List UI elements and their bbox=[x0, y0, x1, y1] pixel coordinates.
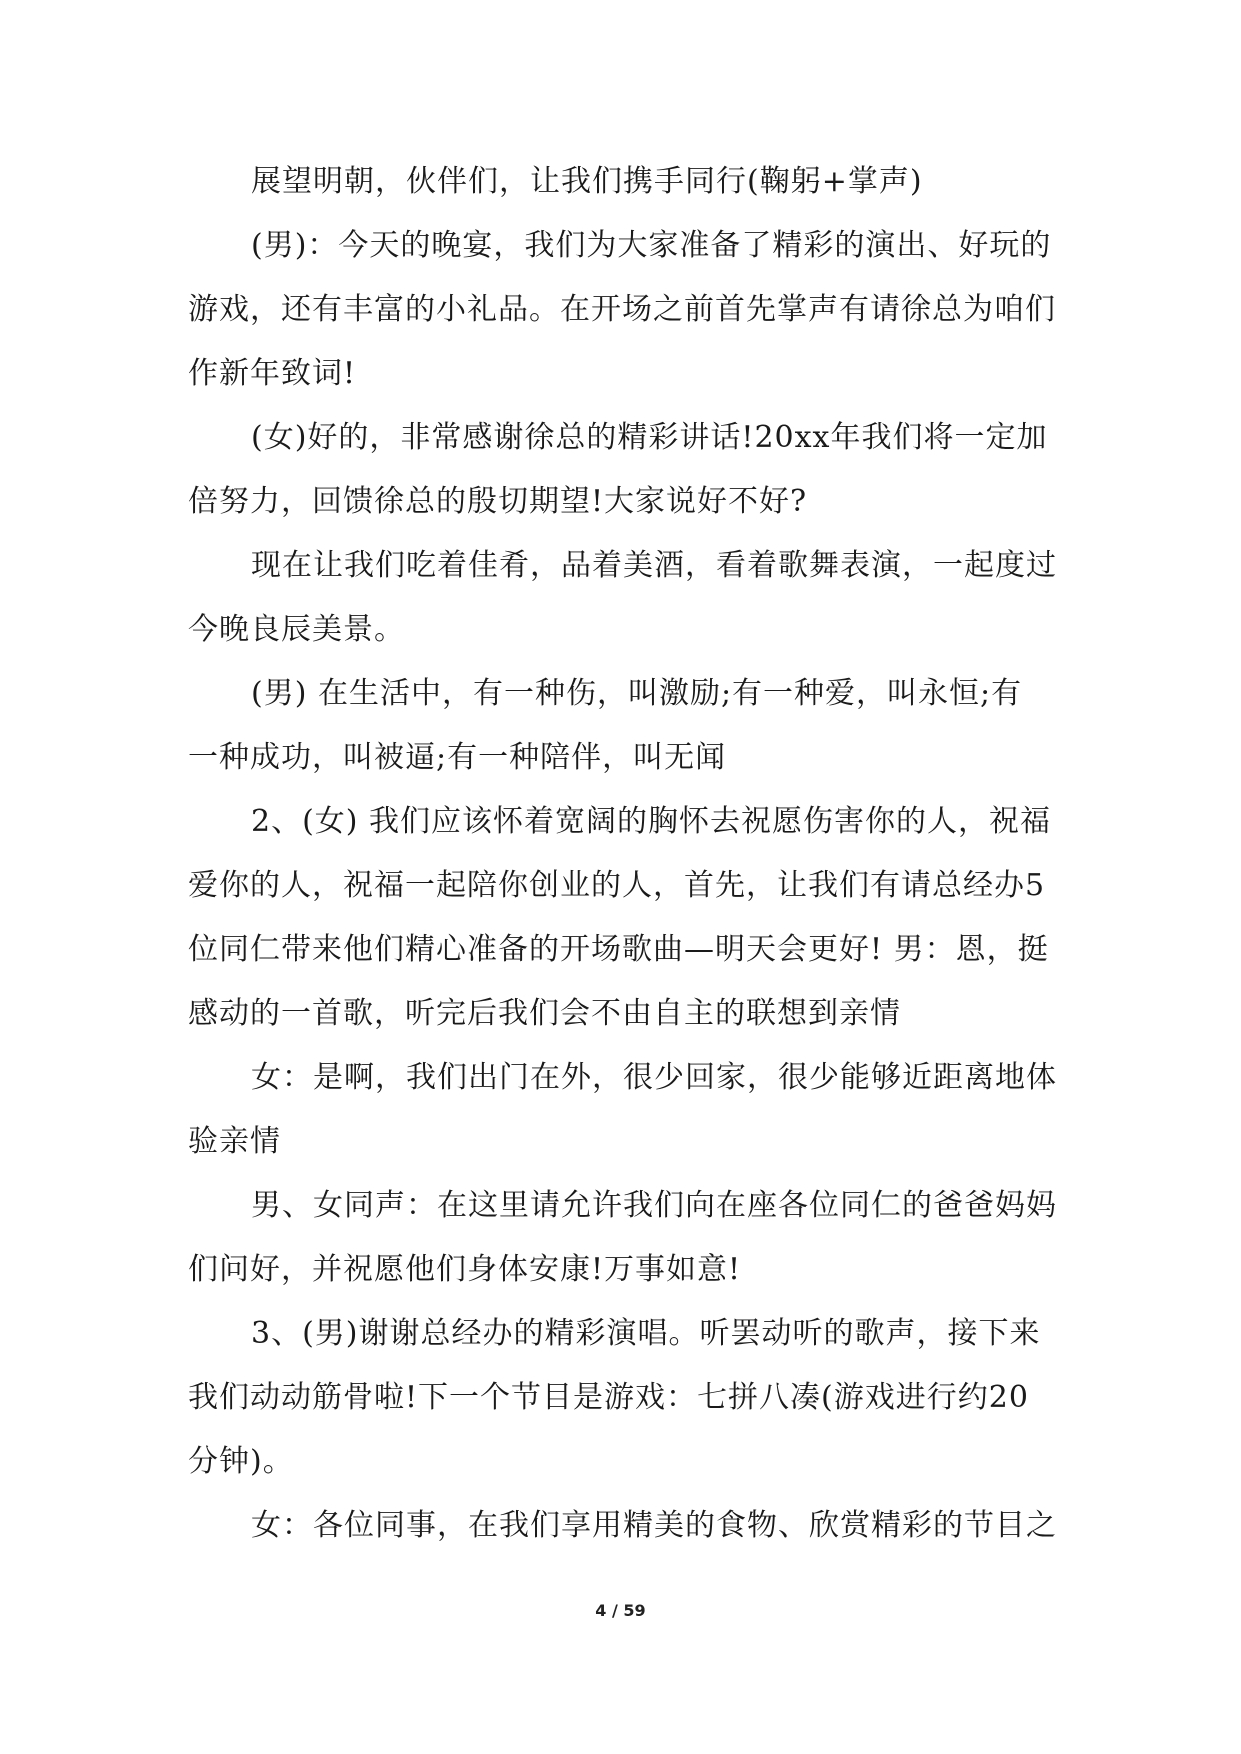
text-line: 我们动动筋骨啦!下一个节目是游戏：七拼八凑(游戏进行约20 bbox=[188, 1380, 1029, 1415]
text-line: 们问好，并祝愿他们身体安康!万事如意! bbox=[188, 1252, 742, 1287]
text-line: (男) 在生活中，有一种伤，叫激励;有一种爱，叫永恒;有 bbox=[251, 676, 1023, 711]
text-line: (女)好的，非常感谢徐总的精彩讲话!20xx年我们将一定加 bbox=[251, 420, 1048, 455]
text-line: 展望明朝，伙伴们，让我们携手同行(鞠躬+掌声) bbox=[251, 164, 923, 199]
text-line: (男)：今天的晚宴，我们为大家准备了精彩的演出、好玩的 bbox=[251, 228, 1052, 263]
text-line: 倍努力，回馈徐总的殷切期望!大家说好不好? bbox=[188, 484, 808, 519]
text-line: 爱你的人，祝福一起陪你创业的人，首先，让我们有请总经办5 bbox=[188, 868, 1046, 903]
text-line: 今晚良辰美景。 bbox=[188, 612, 405, 647]
text-line: 位同仁带来他们精心准备的开场歌曲—明天会更好! 男：恩，挺 bbox=[188, 932, 1049, 967]
text-line: 3、(男)谢谢总经办的精彩演唱。听罢动听的歌声，接下来 bbox=[251, 1316, 1041, 1351]
text-line: 女：是啊，我们出门在外，很少回家，很少能够近距离地体 bbox=[251, 1060, 1057, 1095]
text-line: 2、(女) 我们应该怀着宽阔的胸怀去祝愿伤害你的人，祝福 bbox=[251, 804, 1052, 839]
text-line: 男、女同声：在这里请允许我们向在座各位同仁的爸爸妈妈 bbox=[251, 1188, 1057, 1223]
text-line: 女：各位同事，在我们享用精美的食物、欣赏精彩的节目之 bbox=[251, 1508, 1057, 1543]
text-line: 验亲情 bbox=[188, 1124, 281, 1159]
text-line: 一种成功，叫被逼;有一种陪伴，叫无闻 bbox=[188, 740, 727, 775]
page-number: 4 / 59 bbox=[595, 1601, 646, 1620]
text-line: 现在让我们吃着佳肴，品着美酒，看着歌舞表演，一起度过 bbox=[251, 548, 1057, 583]
text-line: 作新年致词! bbox=[188, 356, 357, 391]
text-line: 感动的一首歌，听完后我们会不由自主的联想到亲情 bbox=[188, 996, 901, 1031]
text-line: 分钟)。 bbox=[188, 1444, 294, 1479]
text-line: 游戏，还有丰富的小礼品。在开场之前首先掌声有请徐总为咱们 bbox=[188, 292, 1056, 327]
document-body bbox=[188, 150, 1058, 1558]
